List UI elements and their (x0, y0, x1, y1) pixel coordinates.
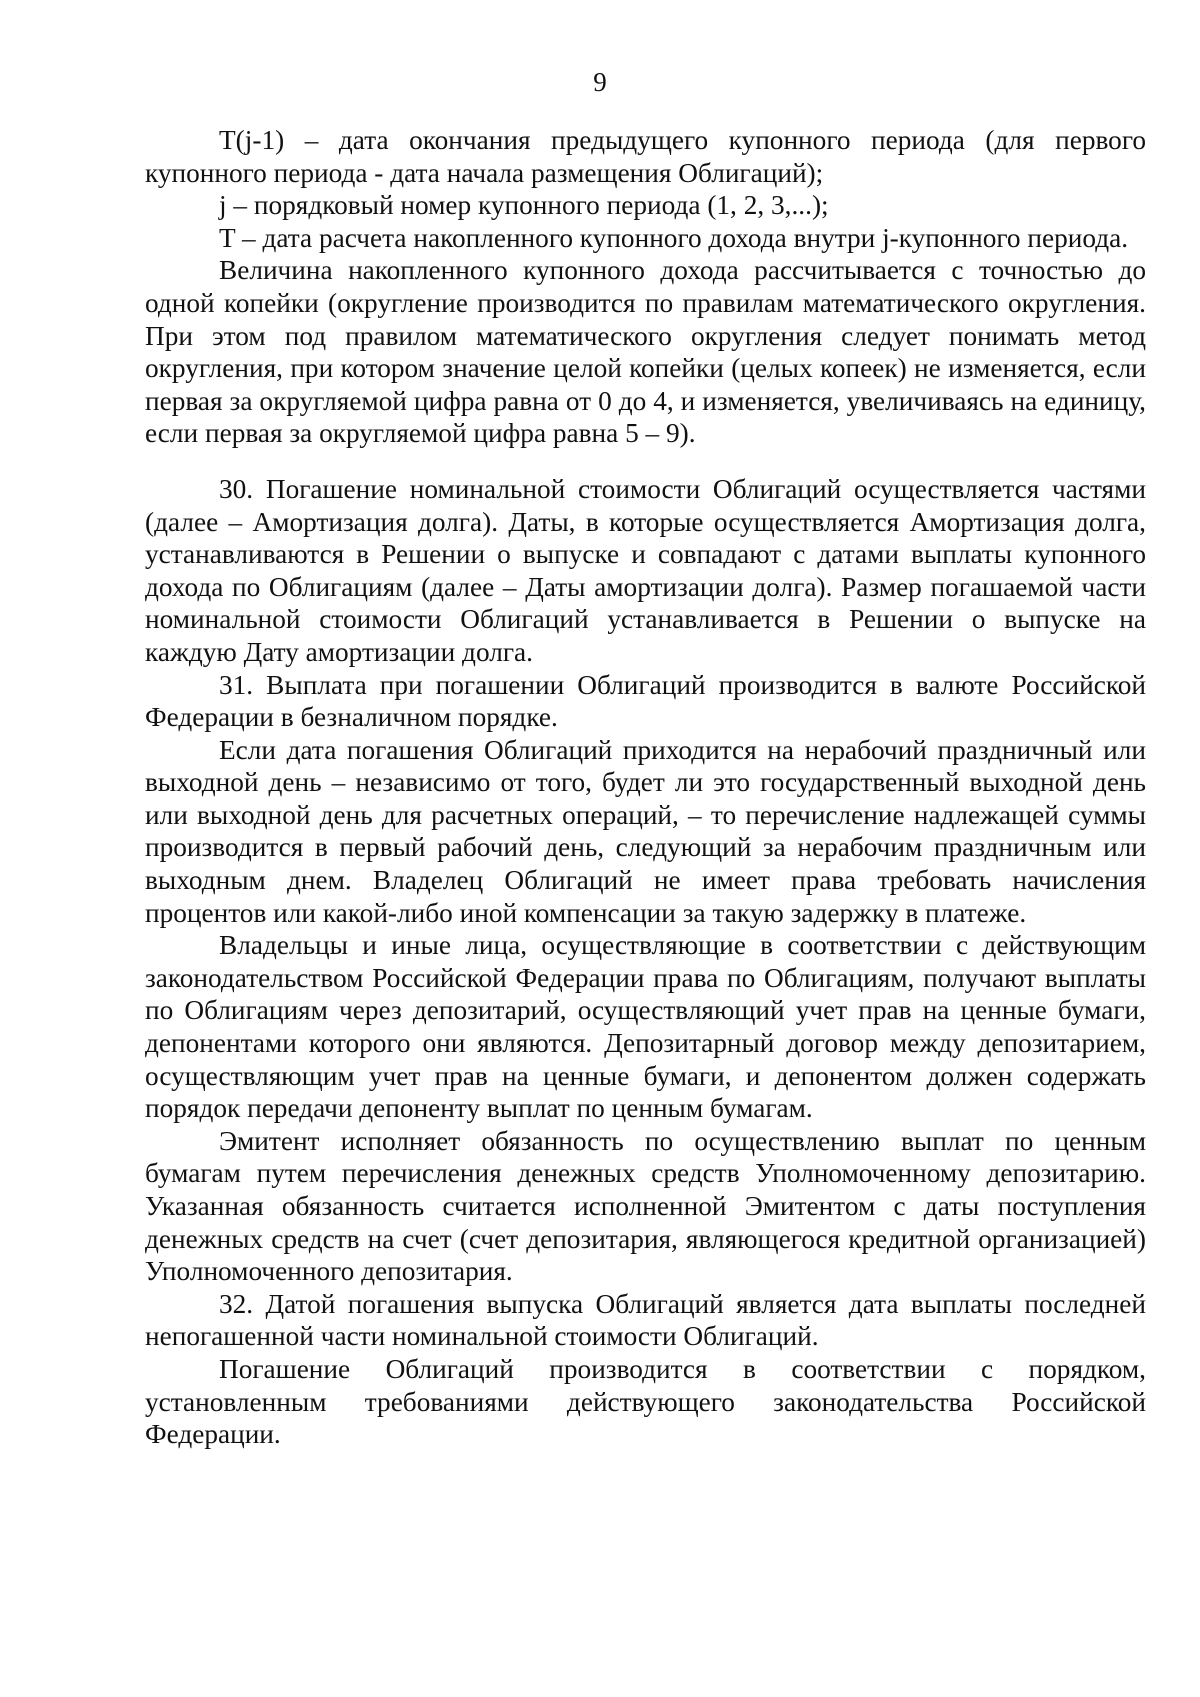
paragraph-issuer-obligation: Эмитент исполняет обязанность по осуществлению выплат по ценным бумагам путем перечисления денежных средств Уполномоченному депозитарию. Указанная обязанность считается исполненной Эмитентом с даты поступления денежных средств на счет (счет депозитария, являющегося кредитной организацией) Уполномоченного депозитария. (145, 1125, 1146, 1287)
paragraph-rounding-rule: Величина накопленного купонного дохода рассчитывается с точностью до одной копейки (округление производится по правилам математического округления. При этом под правилом математического округления следует понимать метод округления, при котором значение целой копейки (целых копеек) не изменяется, если первая за округляемой цифра равна от 0 до 4, и изменяется, увеличиваясь на единицу, если первая за округляемой цифра равна 5 – 9). (145, 255, 1146, 449)
paragraph-holiday-rule: Если дата погашения Облигаций приходится на нерабочий праздничный или выходной день – независимо от того, будет ли это государственный выходной день или выходной день для расчетных операций, – то перечисление надлежащей суммы производится в первый рабочий день, следующий за нерабочим праздничным или выходным днем. Владелец Облигаций не имеет права требовать начисления процентов или какой-либо иной компенсации за такую задержку в платеже. (145, 734, 1146, 928)
paragraph-redemption-order: Погашение Облигаций производится в соответствии с порядком, установленным требованиями действующего законодательства Российской Федерации. (145, 1353, 1146, 1450)
paragraph-item-32: 32. Датой погашения выпуска Облигаций является дата выплаты последней непогашенной части номинальной стоимости Облигаций. (145, 1288, 1146, 1352)
paragraph-calculation-date: T – дата расчета накопленного купонного дохода внутри j-купонного периода. (219, 222, 1129, 253)
paragraph-item-31: 31. Выплата при погашении Облигаций производится в валюте Российской Федерации в безналичном порядке. (145, 669, 1146, 733)
paragraph-previous-coupon-date: T(j-1) – дата окончания предыдущего купонного периода (для первого купонного периода - дата начала размещения Облигаций); (145, 125, 1146, 188)
document-body (145, 124, 1146, 1451)
paragraph-item-30: 30. Погашение номинальной стоимости Облигаций осуществляется частями (далее – Амортизация долга). Даты, в которые осуществляется Амортизация долга, устанавливаются в Решении о выпуске и совпадают с датами выплаты купонного дохода по Облигациям (далее – Даты амортизации долга). Размер погашаемой части номинальной стоимости Облигаций устанавливается в Решении о выпуске на каждую Дату амортизации долга. (145, 473, 1146, 667)
page-number: 9 (593, 67, 607, 97)
paragraph-coupon-index: j – порядковый номер купонного периода (1, 2, 3,...); (219, 190, 829, 221)
paragraph-owners-payments: Владельцы и иные лица, осуществляющие в соответствии с действующим законодательством Российской Федерации права по Облигациям, получают выплаты по Облигациям через депозитарий, осуществляющий учет прав на ценные бумаги, депонентами которого они являются. Депозитарный договор между депозитарием, осуществляющим учет прав на ценные бумаги, и депонентом должен содержать порядок передачи депоненту выплат по ценным бумагам. (145, 930, 1146, 1124)
